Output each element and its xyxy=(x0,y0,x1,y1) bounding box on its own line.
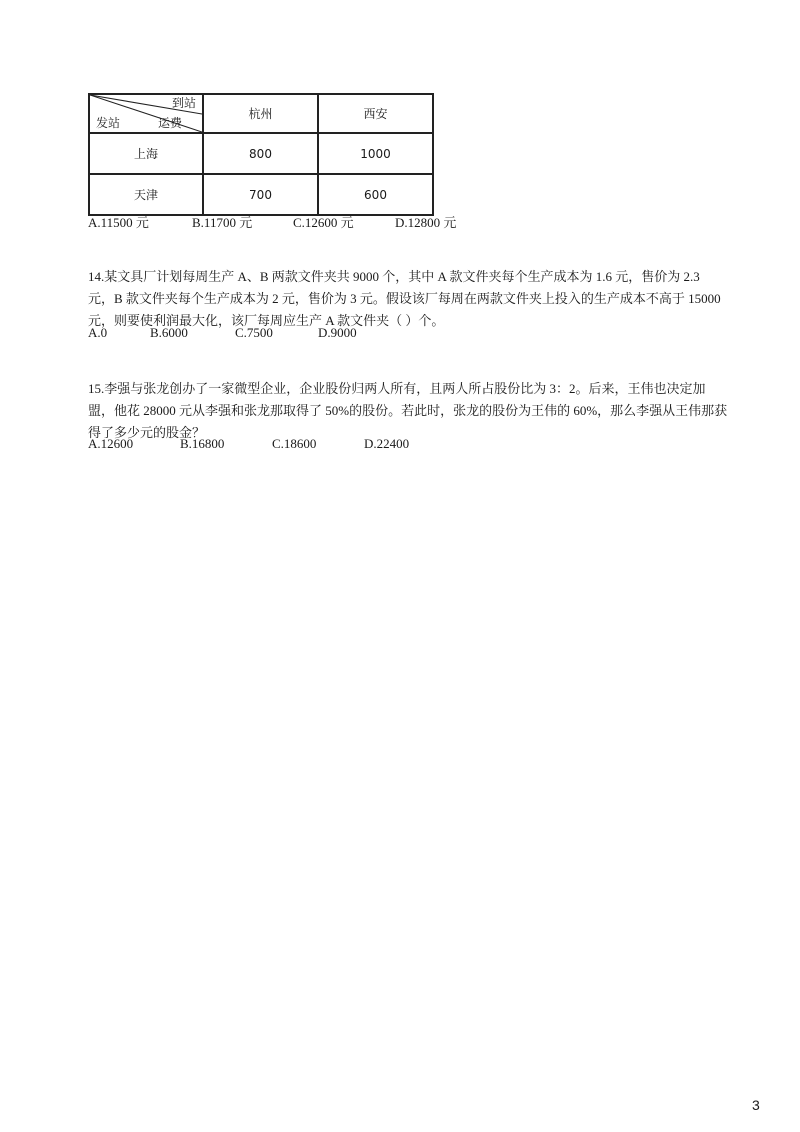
table-cell: 1000 xyxy=(318,133,433,174)
header-depart-label: 发站 xyxy=(96,116,121,130)
q14-text: 14.某文具厂计划每周生产 A、B 两款文件夹共 9000 个，其中 A 款文件夹每个生产成本为 1.6 元，售价为 2.3 元，B 款文件夹每个生产成本为 2 元，售价为 3 元。假设该厂每周在两款文件夹上投入的生产成本不高于 15000 元，则要使利润最大化，该厂每周应生产 A 款文件夹（ ）个。 xyxy=(88,269,721,328)
q14-option-b: B.6000 xyxy=(150,325,188,340)
header-arrive-label: 到站 xyxy=(171,96,196,110)
row-label-cell: 上海 xyxy=(89,133,203,174)
q13-option-c: C.12600 元 xyxy=(293,215,354,230)
q15-option-b: B.16800 xyxy=(180,436,225,451)
table-header-row xyxy=(89,94,433,133)
q13-options xyxy=(88,212,456,231)
table-cell: 800 xyxy=(203,133,318,174)
column-header-xian: 西安 xyxy=(318,94,433,133)
q15-option-a: A.12600 xyxy=(88,436,134,451)
column-header-hangzhou: 杭州 xyxy=(203,94,318,133)
q13-option-b: B.11700 元 xyxy=(192,215,253,230)
table-cell: 700 xyxy=(203,174,318,215)
q15-option-c: C.18600 xyxy=(272,436,317,451)
q15-option-d: D.22400 xyxy=(364,436,410,451)
table-row xyxy=(89,174,433,215)
q13-option-a: A.11500 元 xyxy=(88,215,149,230)
page-number: 3 xyxy=(752,1097,760,1113)
table-row xyxy=(89,133,433,174)
row-label-cell: 天津 xyxy=(89,174,203,215)
q15-text: 15.李强与张龙创办了一家微型企业，企业股份归两人所有，且两人所占股份比为 3：2。后来，王伟也决定加盟，他花 28000 元从李强和张龙那取得了 50%的股份。若此时，张龙的股份为王伟的 60%，那么李强从王伟那获得了多少元的股金？ xyxy=(88,381,728,440)
diagonal-header-cell xyxy=(89,94,203,133)
q14-option-d: D.9000 xyxy=(318,325,357,340)
q14-options xyxy=(88,325,357,341)
table-cell: 600 xyxy=(318,174,433,215)
header-fee-label: 运费 xyxy=(158,116,183,130)
q14-option-a: A.0 xyxy=(88,325,108,340)
q14-option-c: C.7500 xyxy=(235,325,273,340)
q15-options xyxy=(88,436,409,452)
freight-table xyxy=(88,93,434,216)
q13-option-d: D.12800 元 xyxy=(395,215,457,230)
